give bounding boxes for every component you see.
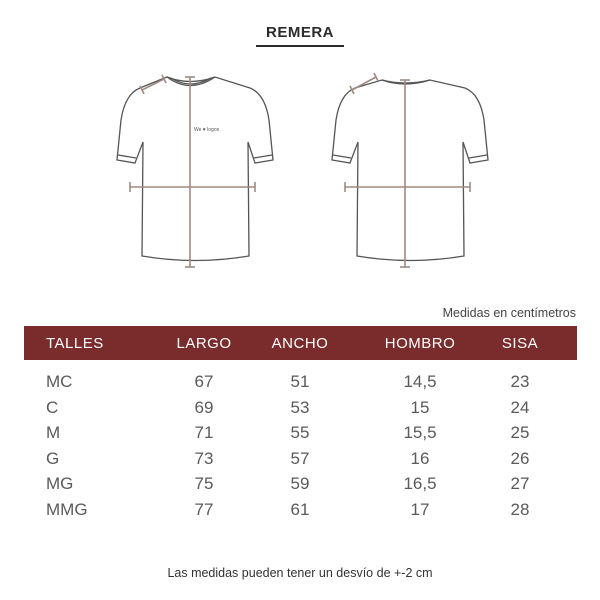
- size-table-body: [24, 372, 577, 525]
- header-sisa: SISA: [501, 334, 539, 352]
- cell-sisa: 28: [510, 499, 530, 519]
- cell-size: MG: [46, 474, 74, 493]
- cell-sisa: 24: [510, 397, 530, 417]
- size-table-header: [24, 326, 577, 360]
- cell-size: M: [46, 423, 61, 442]
- table-row: [24, 449, 577, 475]
- cell-sisa: 26: [510, 448, 530, 468]
- table-row: [24, 398, 577, 424]
- cell-ancho: 51: [290, 372, 310, 391]
- header-ancho: ANCHO: [271, 334, 329, 352]
- tshirt-back-diagram: [310, 60, 510, 275]
- cell-ancho: 55: [290, 423, 310, 442]
- cell-size: MC: [46, 372, 73, 391]
- page-title: REMERA: [265, 24, 334, 41]
- cell-size: MMG: [46, 499, 88, 519]
- tolerance-note: Las medidas pueden tener un desvío de +-2 cm: [167, 566, 433, 580]
- table-row: [24, 372, 577, 398]
- cell-ancho: 57: [290, 448, 310, 468]
- cell-ancho: 59: [290, 474, 310, 493]
- cell-hombro: 15,5: [403, 423, 437, 442]
- cell-largo: 75: [194, 474, 214, 493]
- table-row: [24, 474, 577, 500]
- cell-size: G: [46, 448, 60, 468]
- cell-ancho: 61: [290, 499, 310, 519]
- table-row: [24, 500, 577, 526]
- cell-hombro: 15: [410, 397, 430, 417]
- cell-largo: 77: [194, 499, 214, 519]
- cell-hombro: 17: [410, 499, 430, 519]
- cell-hombro: 14,5: [403, 372, 437, 391]
- header-hombro: HOMBRO: [384, 334, 456, 352]
- cell-largo: 69: [194, 397, 214, 417]
- cell-sisa: 23: [510, 372, 530, 391]
- tshirt-front-diagram: [95, 60, 295, 275]
- cell-ancho: 53: [290, 397, 310, 417]
- cell-largo: 73: [194, 448, 214, 468]
- cell-hombro: 16: [410, 448, 430, 468]
- header-largo: LARGO: [176, 334, 232, 352]
- unit-note: Medidas en centímetros: [442, 306, 576, 320]
- logo-text: We ♥ logos: [194, 127, 220, 133]
- title-underline: [256, 45, 344, 47]
- cell-largo: 71: [194, 423, 214, 442]
- table-row: [24, 423, 577, 449]
- cell-sisa: 27: [510, 474, 530, 493]
- cell-sisa: 25: [510, 423, 530, 442]
- cell-size: C: [46, 397, 59, 417]
- cell-hombro: 16,5: [403, 474, 437, 493]
- cell-largo: 67: [194, 372, 214, 391]
- header-talles: TALLES: [46, 334, 104, 352]
